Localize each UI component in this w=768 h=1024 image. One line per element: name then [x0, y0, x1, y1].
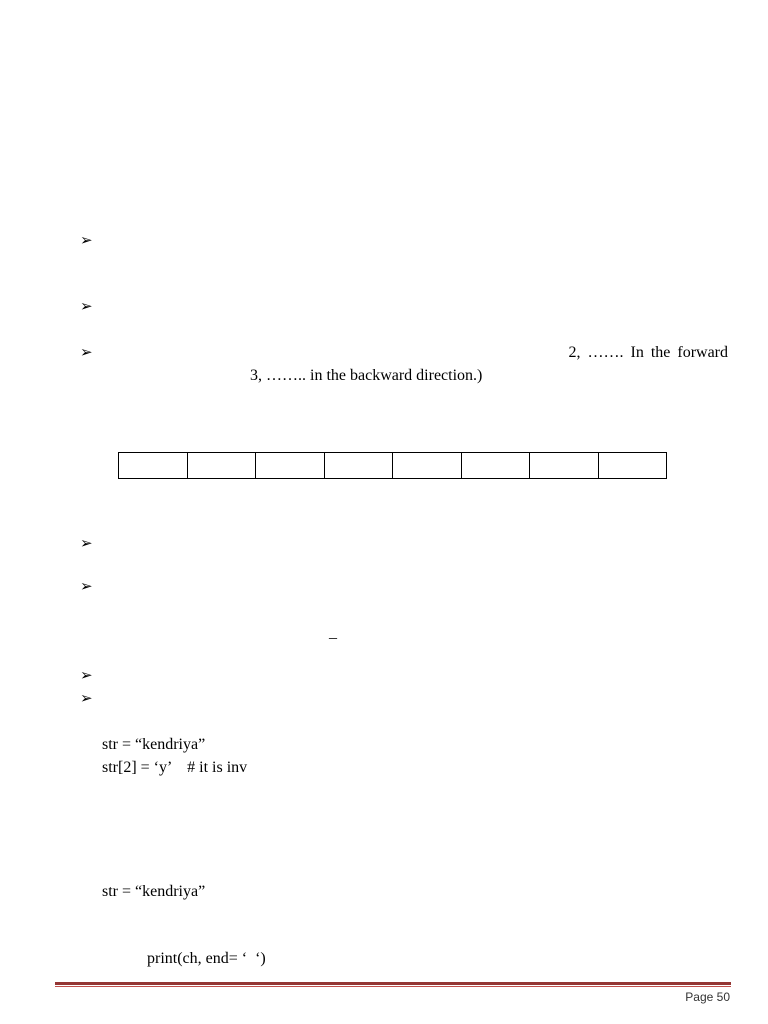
code-line: str = “kendriya” — [102, 736, 206, 753]
bullet-marker: ➢ — [80, 668, 93, 684]
bullet-marker: ➢ — [80, 233, 93, 249]
footer-rule-thin — [55, 986, 731, 987]
table-row — [119, 453, 667, 479]
bullet-marker: ➢ — [80, 299, 93, 315]
footer-rule — [55, 982, 731, 985]
table-cell — [119, 453, 188, 479]
table-cell — [187, 453, 256, 479]
bullet-marker: ➢ — [80, 579, 93, 595]
table-cell — [256, 453, 325, 479]
table-cell — [324, 453, 393, 479]
page-number: Page 50 — [685, 990, 730, 1004]
bullet-marker: ➢ — [80, 536, 93, 552]
code-line: str = “kendriya” — [102, 883, 206, 900]
table-cell — [598, 453, 667, 479]
bullet-marker: ➢ — [80, 691, 93, 707]
code-line: str[2] = ‘y’ # it is inv — [102, 759, 248, 776]
string-index-table — [118, 452, 667, 479]
table-cell — [461, 453, 530, 479]
bullet-marker: ➢ — [80, 345, 93, 361]
backward-index-text: 3, …….. in the backward direction.) — [250, 367, 483, 384]
table-cell — [393, 453, 462, 479]
underscore-mark: _ — [329, 624, 337, 641]
table-cell — [530, 453, 599, 479]
forward-index-text: 2, ……. In the forward — [568, 344, 728, 361]
code-line: print(ch, end= ‘ ‘) — [147, 950, 266, 967]
